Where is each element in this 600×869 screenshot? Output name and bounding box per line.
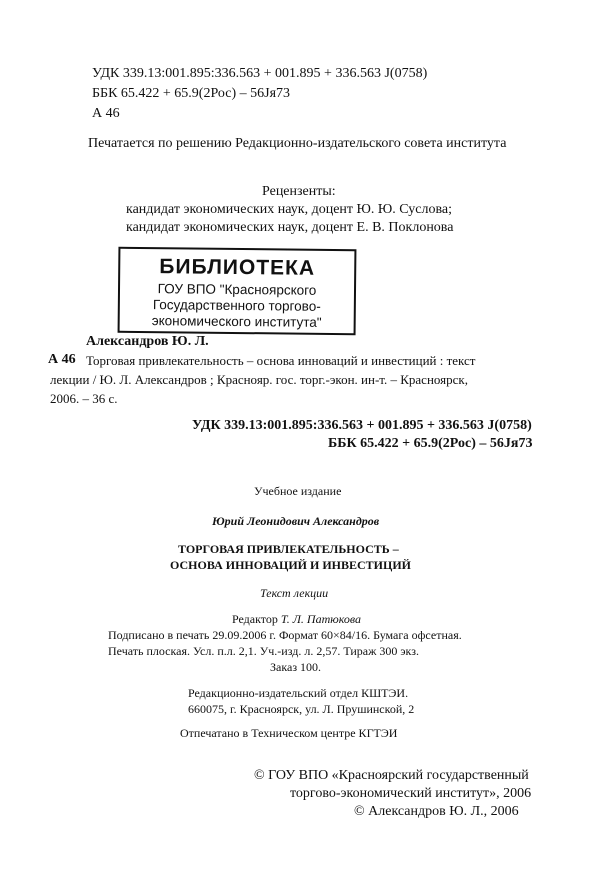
- stamp-title: БИБЛИОТЕКА: [159, 255, 316, 280]
- author-full-name: Юрий Леонидович Александров: [212, 514, 380, 528]
- stamp-line: ГОУ ВПО "Красноярского: [157, 281, 317, 298]
- editor-label: Редактор: [232, 612, 278, 626]
- bib-author: Александров Ю. Л.: [86, 334, 209, 349]
- publication-note: Печатается по решению Редакционно-издательского совета института: [88, 136, 507, 151]
- publisher-line: Редакционно-издательский отдел КШТЭИ.: [188, 686, 409, 700]
- printed-at: Отпечатано в Техническом центре КГТЭИ: [180, 726, 398, 740]
- stamp-line: экономического института": [151, 313, 322, 330]
- copyright-line: © ГОУ ВПО «Красноярский государственный: [254, 768, 529, 783]
- reviewers-heading: Рецензенты:: [262, 184, 336, 199]
- reviewer-line: кандидат экономических наук, доцент Е. В. Поклонова: [126, 220, 454, 235]
- library-stamp: [118, 247, 357, 335]
- reviewer-line: кандидат экономических наук, доцент Ю. Ю. Суслова;: [126, 202, 453, 217]
- copyright-line: торгово-экономический институт», 2006: [290, 786, 532, 801]
- book-title-line: ОСНОВА ИННОВАЦИЙ И ИНВЕСТИЦИЙ: [170, 558, 411, 572]
- stamp-line: Государственного торгово-: [152, 297, 321, 314]
- bib-line: 2006. – 36 с.: [50, 391, 118, 406]
- editor-name: Т. Л. Патюкова: [280, 612, 361, 626]
- bib-bbk: ББК 65.422 + 65.9(2Рос) – 56Jя73: [328, 436, 533, 451]
- copyright-line: © Александров Ю. Л., 2006: [354, 804, 519, 819]
- header-code: А 46: [92, 106, 120, 121]
- bib-udk: УДК 339.13:001.895:336.563 + 001.895 + 336.563 J(0758): [192, 418, 532, 433]
- publisher-line: 660075, г. Красноярск, ул. Л. Прушинской, 2: [188, 702, 415, 716]
- header-udk: УДК 339.13:001.895:336.563 + 001.895 + 336.563 J(0758): [92, 66, 428, 81]
- print-line: Печать плоская. Усл. п.л. 2,1. Уч.-изд. л. 2,57. Тираж 300 экз.: [108, 644, 419, 658]
- bib-line: Торговая привлекательность – основа инноваций и инвестиций : текст: [86, 353, 476, 368]
- edition-type: Учебное издание: [254, 484, 342, 498]
- bib-line: лекции / Ю. Л. Александров ; Краснояр. гос. торг.-экон. ин-т. – Красноярск,: [50, 372, 468, 387]
- bib-code: А 46: [48, 352, 76, 367]
- print-line: Подписано в печать 29.09.2006 г. Формат 60×84/16. Бумага офсетная.: [108, 628, 462, 642]
- book-title-line: ТОРГОВАЯ ПРИВЛЕКАТЕЛЬНОСТЬ –: [178, 542, 399, 556]
- book-subtitle: Текст лекции: [260, 586, 329, 600]
- print-line: Заказ 100.: [270, 660, 322, 674]
- header-bbk: ББК 65.422 + 65.9(2Рос) – 56Jя73: [92, 86, 291, 101]
- editor-line: [232, 612, 361, 627]
